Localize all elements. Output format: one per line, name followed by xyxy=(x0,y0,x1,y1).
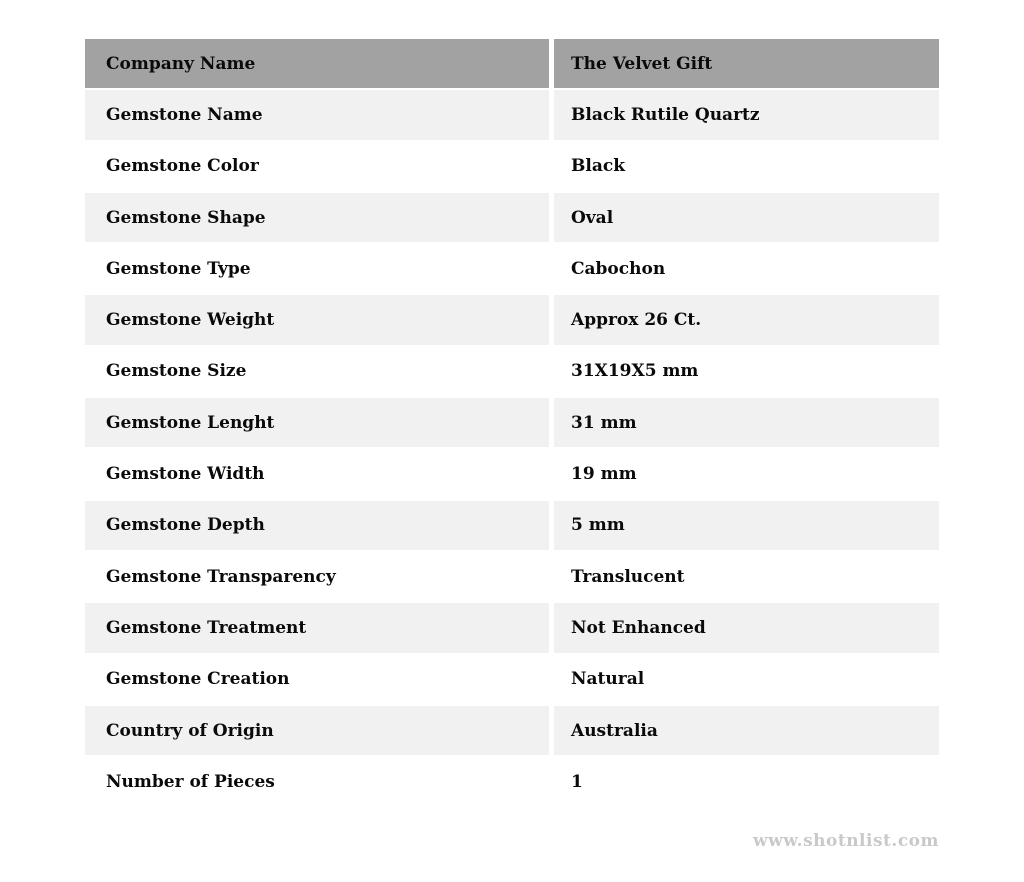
row-value: Approx 26 Ct. xyxy=(554,295,939,344)
row-value: Natural xyxy=(554,655,939,704)
row-label: Gemstone Creation xyxy=(85,655,549,704)
row-label: Gemstone Weight xyxy=(85,295,549,344)
row-value: Not Enhanced xyxy=(554,603,939,652)
row-value: Translucent xyxy=(554,552,939,601)
row-value: Black xyxy=(554,142,939,191)
row-value: 1 xyxy=(554,757,939,806)
gemstone-spec-table xyxy=(85,39,939,806)
row-label: Country of Origin xyxy=(85,706,549,755)
row-value: Black Rutile Quartz xyxy=(554,90,939,139)
row-label: Gemstone Size xyxy=(85,347,549,396)
row-label: Gemstone Transparency xyxy=(85,552,549,601)
row-value: 19 mm xyxy=(554,449,939,498)
site-watermark: www.shotnlist.com xyxy=(752,831,939,851)
row-label: Gemstone Width xyxy=(85,449,549,498)
row-value: 31X19X5 mm xyxy=(554,347,939,396)
row-value: Oval xyxy=(554,193,939,242)
row-label: Gemstone Depth xyxy=(85,501,549,550)
header-label-cell: Company Name xyxy=(85,39,549,88)
row-label: Gemstone Color xyxy=(85,142,549,191)
row-label: Gemstone Shape xyxy=(85,193,549,242)
row-value: 5 mm xyxy=(554,501,939,550)
row-label: Gemstone Type xyxy=(85,244,549,293)
row-label: Number of Pieces xyxy=(85,757,549,806)
row-value: Cabochon xyxy=(554,244,939,293)
row-label: Gemstone Treatment xyxy=(85,603,549,652)
row-value: 31 mm xyxy=(554,398,939,447)
row-value: Australia xyxy=(554,706,939,755)
header-value-cell: The Velvet Gift xyxy=(554,39,939,88)
row-label: Gemstone Name xyxy=(85,90,549,139)
row-label: Gemstone Lenght xyxy=(85,398,549,447)
